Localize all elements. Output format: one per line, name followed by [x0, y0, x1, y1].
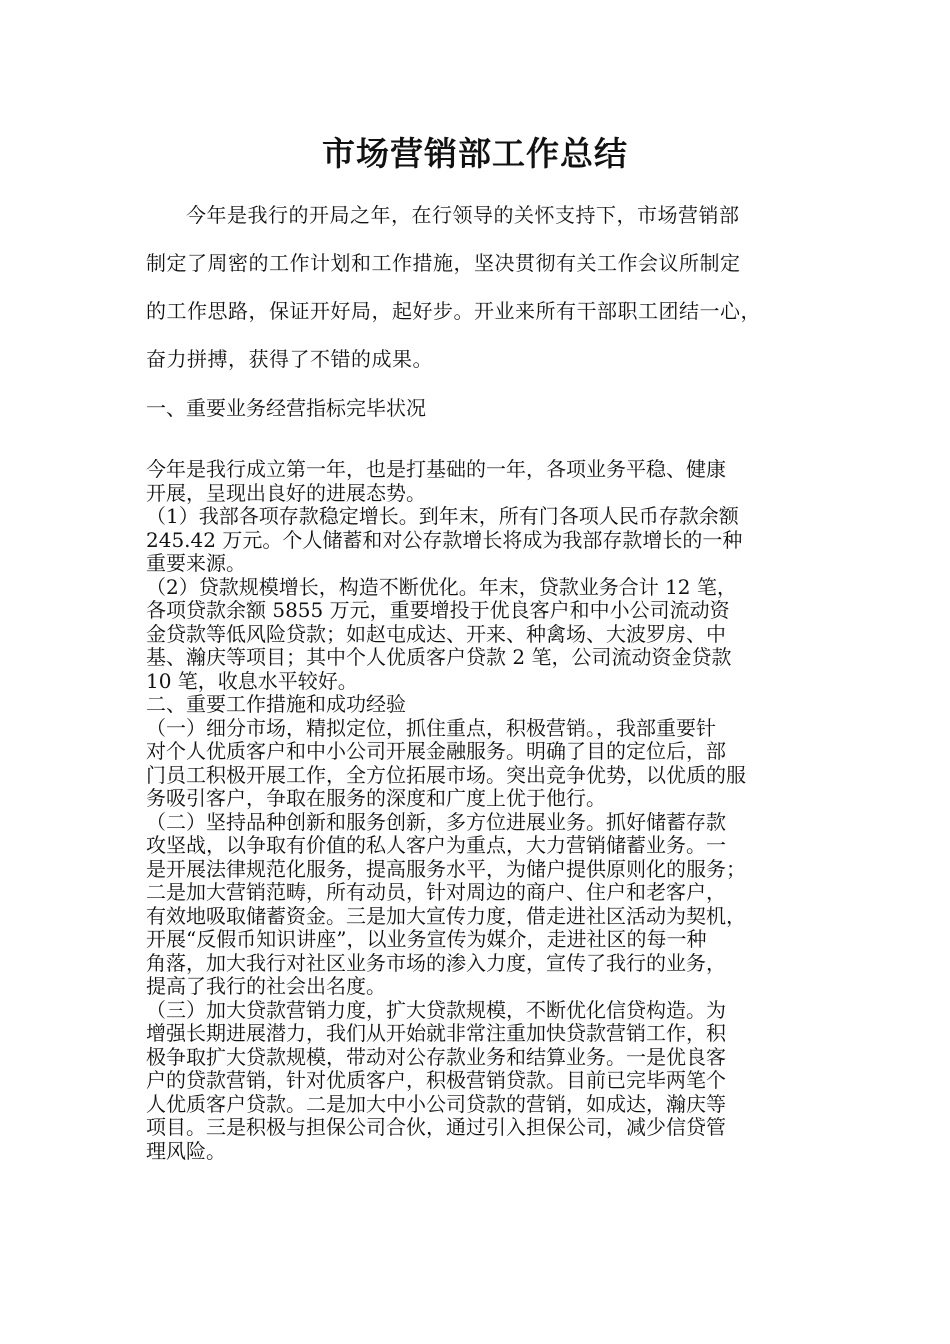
- body-line: 理风险。: [146, 1138, 226, 1163]
- body-line: 重要来源。: [146, 551, 246, 575]
- body-text: [146, 458, 806, 1163]
- body-line: 攻坚战，以争取有价值的私人客户为重点，大力营销储蓄业务。一: [146, 833, 726, 857]
- section-heading: 一、重要业务经营指标完毕状况: [146, 396, 426, 420]
- body-line: 增强长期进展潜力，我们从开始就非常注重加快贷款营销工作，积: [146, 1021, 726, 1045]
- body-line: 对个人优质客户和中小公司开展金融服务。明确了目的定位后，部: [146, 739, 726, 763]
- body-line: 人优质客户贷款。二是加大中小公司贷款的营销，如成达，瀚庆等: [146, 1091, 726, 1116]
- body-line: 今年是我行成立第一年，也是打基础的一年，各项业务平稳、健康: [146, 457, 726, 481]
- intro-line: 的工作思路，保证开好局，起好步。开业来所有干部职工团结一心，: [146, 299, 761, 323]
- body-line: 有效地吸取储蓄资金。三是加大宣传力度，借走进社区活动为契机，: [146, 903, 746, 928]
- intro-line: 制定了周密的工作计划和工作措施，坚决贯彻有关工作会议所制定: [146, 251, 741, 275]
- body-line: （二）坚持品种创新和服务创新，多方位进展业务。抓好储蓄存款: [146, 809, 726, 834]
- intro-line: 奋力拼搏，获得了不错的成果。: [146, 347, 433, 371]
- intro-line: 今年是我行的开局之年，在行领导的关怀支持下，市场营销部: [186, 203, 740, 227]
- body-line: 开展“反假币知识讲座”，以业务宣传为媒介，走进社区的每一种: [146, 927, 707, 951]
- body-line: 开展，呈现出良好的进展态势。: [146, 480, 426, 505]
- body-line: 金贷款等低风险贷款；如赵屯成达、开来、种禽场、大波罗房、中: [146, 621, 726, 646]
- body-line: 二是加大营销范畴，所有动员，针对周边的商户、住户和老客户，: [146, 880, 726, 904]
- body-line: 门员工积极开展工作，全方位拓展市场。突出竞争优势，以优质的服: [146, 762, 746, 787]
- body-line: 245.42 万元。个人储蓄和对公存款增长将成为我部存款增长的一种: [146, 527, 743, 552]
- body-line: 户的贷款营销，针对优质客户，积极营销贷款。目前已完毕两笔个: [146, 1068, 726, 1092]
- document-title: 市场营销部工作总结: [322, 134, 628, 173]
- body-line: （三）加大贷款营销力度，扩大贷款规模，不断优化信贷构造。为: [146, 997, 726, 1022]
- body-line: 是开展法律规范化服务，提高服务水平，为储户提供原则化的服务；: [146, 856, 746, 881]
- body-line: 务吸引客户，争取在服务的深度和广度上优于他行。: [146, 786, 606, 810]
- body-line: 二、重要工作措施和成功经验: [146, 692, 406, 716]
- body-line: 项目。三是积极与担保公司合伙，通过引入担保公司，减少信贷管: [146, 1115, 726, 1139]
- body-line: 极争取扩大贷款规模，带动对公存款业务和结算业务。一是优良客: [146, 1044, 726, 1069]
- body-line: （1）我部各项存款稳定增长。到年末，所有门各项人民币存款余额: [146, 504, 739, 528]
- body-line: （一）细分市场，精拟定位，抓住重点，积极营销。，我部重要针: [146, 715, 716, 740]
- body-line: 10 笔，收息水平较好。: [146, 668, 358, 693]
- body-line: 基、瀚庆等项目；其中个人优质客户贷款 2 笔，公司流动资金贷款: [146, 645, 732, 669]
- body-line: 角落，加大我行对社区业务市场的渗入力度，宣传了我行的业务，: [146, 950, 726, 975]
- body-line: 提高了我行的社会出名度。: [146, 974, 386, 998]
- intro-paragraph: [146, 191, 806, 383]
- body-line: （2）贷款规模增长，构造不断优化。年末，贷款业务合计 12 笔，: [146, 574, 737, 599]
- body-line: 各项贷款余额 5855 万元，重要增投于优良客户和中小公司流动资: [146, 598, 730, 622]
